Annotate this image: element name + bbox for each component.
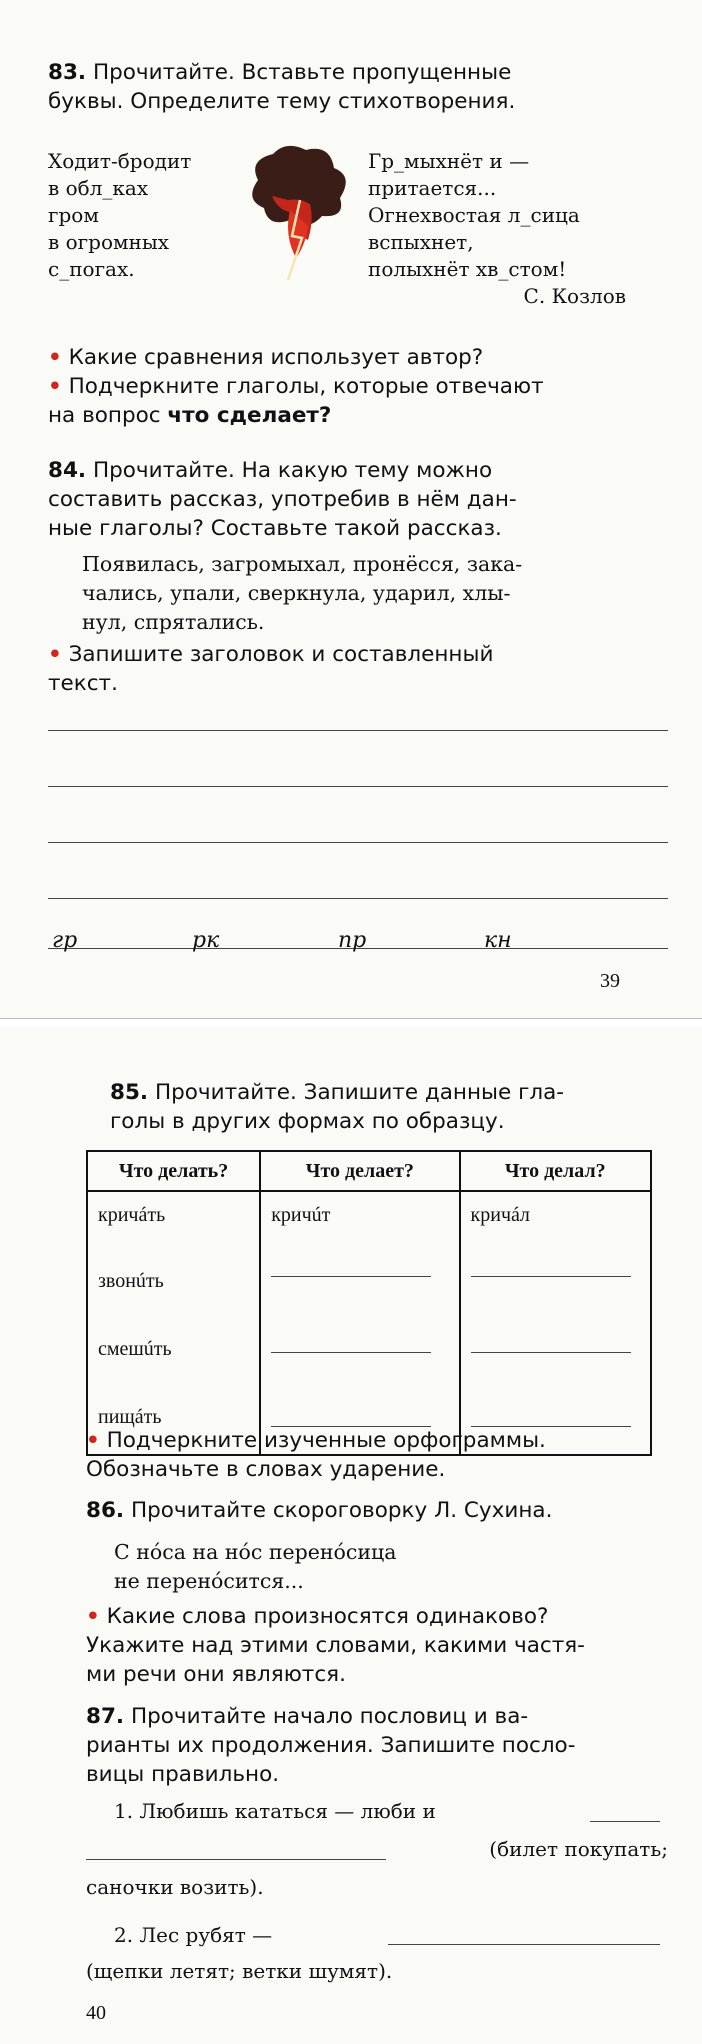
task-83-questions [48,343,668,430]
task-text: голы в других формах по образцу. [110,1109,505,1134]
task-85-question [86,1426,666,1484]
task-86-question [86,1602,666,1689]
poem-left-column [48,148,248,283]
task-text: Прочитайте скороговорку Л. Сухина. [130,1498,553,1523]
poem-line: с_погах. [48,257,135,281]
task-text: составить рассказ, употребив в нём дан- [48,487,517,512]
storm-cloud-illustration [238,140,358,290]
table-row [87,1252,651,1320]
writing-line[interactable] [48,842,668,843]
proverb-start: 1. Любишь кататься — люби и [114,1799,436,1823]
handwriting-sample: кн [484,928,512,953]
verbs-line: Появилась, загромыхал, пронёсся, зака- [82,552,523,576]
task-text: Прочитайте. Вставьте пропущенные [92,60,512,85]
task-text: вицы правильно. [86,1762,280,1787]
task-85-instructions [110,1078,670,1136]
task-text: рианты их продолжения. Запишите посло- [86,1733,576,1758]
poem-line: в обл_ках [48,176,149,200]
bullet-icon: • [48,374,62,399]
table-header: Что делать? [87,1151,260,1191]
task-83-instructions [48,58,658,116]
question-text: Укажите над этими словами, какими частя- [86,1633,585,1658]
tongue-twister-line: не перенóсится... [114,1569,304,1593]
table-cell: кричúт [260,1191,459,1252]
tongue-twister [114,1538,634,1596]
poem-line: в огромных [48,230,170,254]
poem-line: вспыхнет, [368,230,474,254]
writing-line[interactable] [86,1859,386,1860]
poem-author: С. Козлов [523,284,626,308]
verb-forms-table [86,1150,652,1456]
question-text: Какие слова произносятся одинаково? [106,1604,549,1629]
proverb-options: (щепки летят; ветки шумят). [86,1959,393,1983]
question-text: Запишите заголовок и составленный [68,642,494,667]
table-header: Что делал? [460,1151,651,1191]
table-cell: пищáть [87,1388,260,1455]
proverb-options: саночки возить). [86,1875,264,1899]
table-cell: кричáл [460,1191,651,1252]
task-text: Прочитайте. На какую тему можно [92,458,493,483]
table-cell: звонúть [87,1252,260,1320]
task-text: ные глаголы? Составьте такой рассказ. [48,516,502,541]
bullet-icon: • [86,1428,100,1453]
question-text: Обозначьте в словах ударение. [86,1457,446,1482]
proverb-2: 2. Лес рубят — [114,1923,273,1947]
question-text: Подчеркните изученные орфограммы. [106,1428,546,1453]
question-text: ми речи они являются. [86,1662,346,1687]
writing-line[interactable] [590,1821,660,1822]
task-text: Прочитайте. Запишите данные гла- [154,1080,565,1105]
writing-line[interactable] [388,1944,660,1945]
table-header: Что делает? [260,1151,459,1191]
task-text: буквы. Определите тему стихотворения. [48,89,516,114]
poem-right-column [368,148,668,310]
task-87-instructions [86,1702,666,1789]
verbs-line: нул, спрятались. [82,610,265,634]
table-row [87,1191,651,1252]
bullet-icon: • [86,1604,100,1629]
question-emphasis: что сделает? [167,403,332,428]
answer-line[interactable] [471,1276,631,1277]
task-number: 84. [48,458,87,483]
handwriting-sample: рк [192,928,220,953]
answer-line[interactable] [271,1276,431,1277]
question-text: Какие сравнения использует автор? [68,345,484,370]
table-cell: кричáть [87,1191,260,1252]
task-number: 86. [86,1498,125,1523]
answer-cell[interactable] [460,1252,651,1320]
page-number: 39 [600,970,620,992]
table-cell: смешúть [87,1320,260,1388]
answer-cell[interactable] [460,1320,651,1388]
poem-line: Гр_мыхнёт и — [368,149,530,173]
handwriting-sample: пр [338,928,367,953]
page-39 [0,0,702,1018]
task-86-instructions [86,1496,666,1525]
bullet-icon: • [48,642,62,667]
question-text: на вопрос [48,403,168,428]
task-number: 85. [110,1080,149,1105]
poem-line: полыхнёт хв_стом! [368,257,567,281]
task-text: Прочитайте начало пословиц и ва- [130,1704,529,1729]
answer-cell[interactable] [260,1320,459,1388]
proverb-options: (билет покупать; [489,1837,668,1861]
writing-line[interactable] [48,786,668,787]
poem-line: гром [48,203,99,227]
handwriting-sample: гр [52,928,78,953]
task-number: 83. [48,60,87,85]
page-40 [0,1026,702,2044]
writing-line[interactable] [48,898,668,899]
poem-line: Ходит-бродит [48,149,192,173]
answer-cell[interactable] [260,1252,459,1320]
answer-line[interactable] [271,1352,431,1353]
tongue-twister-line: С нóса на нóс перенóсица [114,1540,397,1564]
poem-line: Огнехвостая л_сица [368,203,580,227]
writing-line[interactable] [48,730,668,731]
answer-line[interactable] [471,1352,631,1353]
question-text: текст. [48,671,118,696]
page-number: 40 [86,2002,106,2024]
task-84-question [48,640,668,698]
table-row [87,1320,651,1388]
task-84-instructions [48,456,668,543]
question-text: Подчеркните глаголы, которые отвечают [68,374,544,399]
task-84-verbs [82,550,672,637]
task-number: 87. [86,1704,125,1729]
bullet-icon: • [48,345,62,370]
verbs-line: чались, упали, сверкнула, ударил, хлы- [82,581,511,605]
poem-line: притается... [368,176,497,200]
